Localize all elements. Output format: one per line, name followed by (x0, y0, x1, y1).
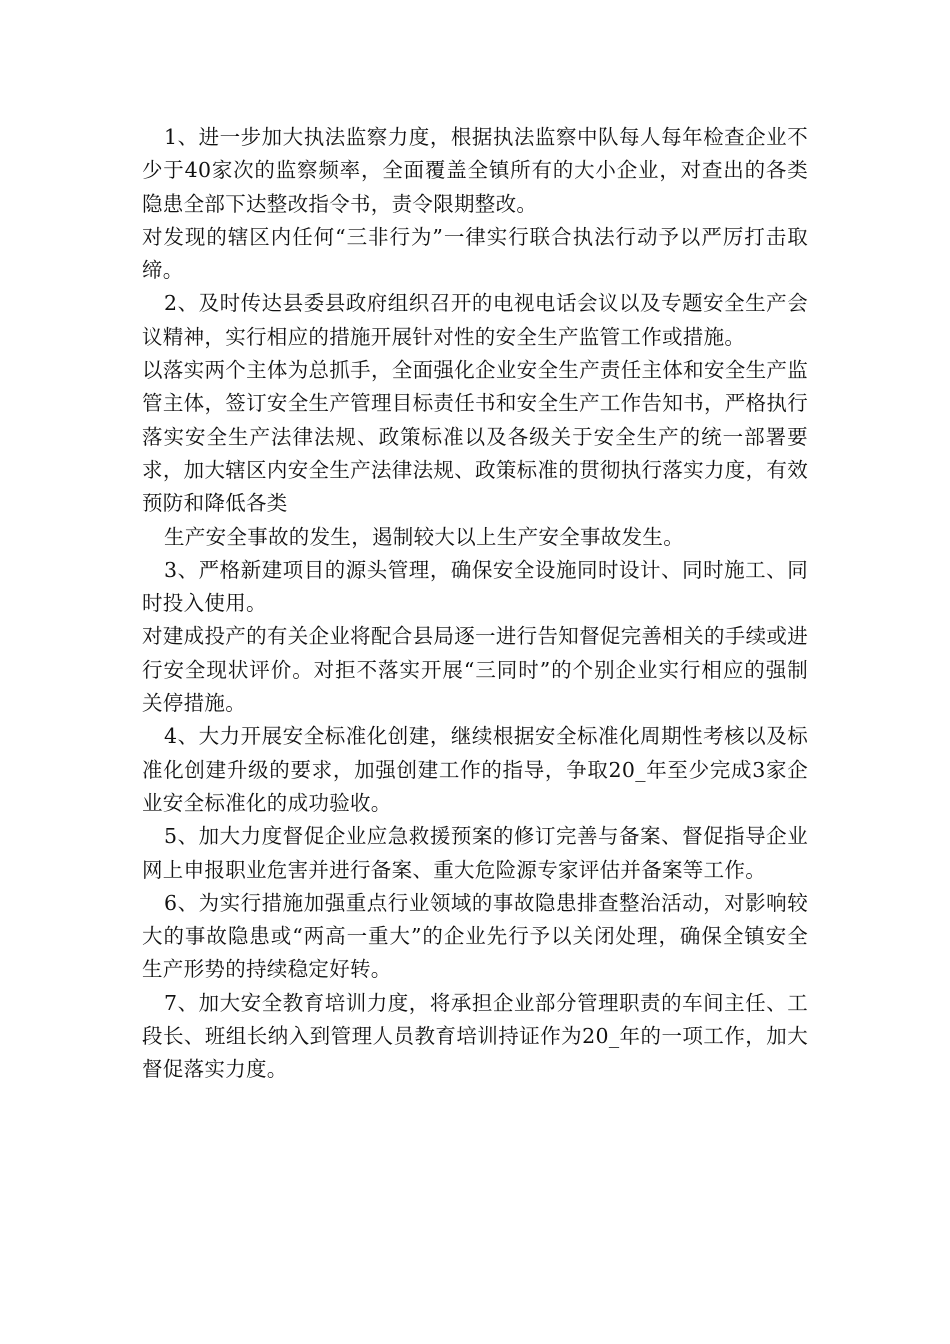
paragraph-9: 5、加大力度督促企业应急救援预案的修订完善与备案、督促指导企业网上申报职业危害并进行备案、重大危险源专家评估并备案等工作。 (142, 824, 808, 882)
paragraph-4: 以落实两个主体为总抓手，全面强化企业安全生产责任主体和安全生产监管主体，签订安全生产管理目标责任书和安全生产工作告知书，严格执行落实安全生产法律法规、政策标准以及各级关于安全生产的统一部署要求，加大辖区内安全生产法律法规、政策标准的贯彻执行落实力度，有效预防和降低各类 (142, 358, 808, 516)
paragraph-1: 1、进一步加大执法监察力度，根据执法监察中队每人每年检查企业不少于40家次的监察频率，全面覆盖全镇所有的大小企业，对查出的各类隐患全部下达整改指令书，责令限期整改。 (142, 125, 808, 216)
paragraph-2: 对发现的辖区内任何“三非行为”一律实行联合执法行动予以严厉打击取缔。 (142, 224, 808, 283)
paragraph-7: 对建成投产的有关企业将配合县局逐一进行告知督促完善相关的手续或进行安全现状评价。对拒不落实开展“三同时”的个别企业实行相应的强制关停措施。 (142, 624, 808, 716)
document-body (142, 121, 808, 1087)
paragraph-5: 生产安全事故的发生，遏制较大以上生产安全事故发生。 (164, 524, 684, 549)
paragraph-10: 6、为实行措施加强重点行业领域的事故隐患排查整治活动，对影响较大的事故隐患或“两高一重大”的企业先行予以关闭处理，确保全镇安全生产形势的持续稳定好转。 (142, 890, 808, 982)
paragraph-3: 2、及时传达县委县政府组织召开的电视电话会议以及专题安全生产会议精神，实行相应的措施开展针对性的安全生产监管工作或措施。 (142, 291, 808, 349)
paragraph-6: 3、严格新建项目的源头管理，确保安全设施同时设计、同时施工、同时投入使用。 (142, 557, 808, 616)
paragraph-11: 7、加大安全教育培训力度，将承担企业部分管理职责的车间主任、工段长、班组长纳入到管理人员教育培训持证作为20_年的一项工作，加大督促落实力度。 (142, 990, 808, 1082)
paragraph-8: 4、大力开展安全标准化创建，继续根据安全标准化周期性考核以及标准化创建升级的要求，加强创建工作的指导，争取20_年至少完成3家企业安全标准化的成功验收。 (142, 724, 808, 815)
